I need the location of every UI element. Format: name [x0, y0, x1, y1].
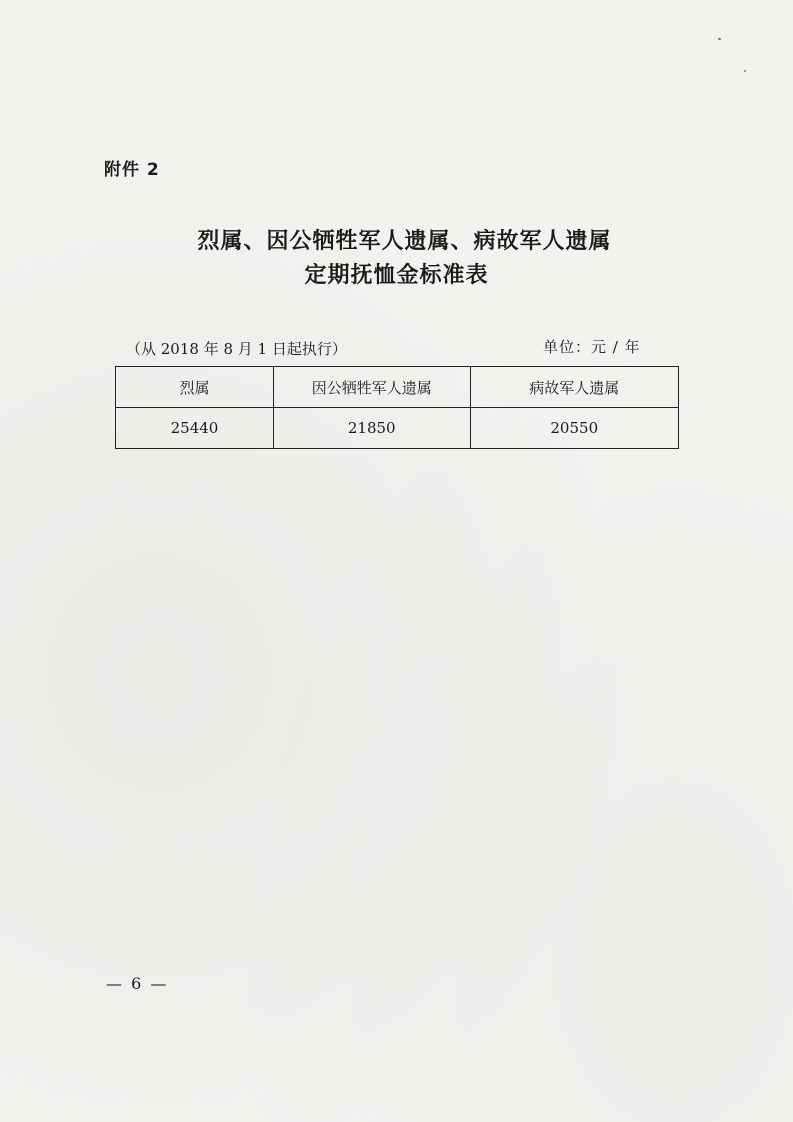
pension-standard-table	[115, 366, 679, 449]
attachment-label: 附件 2	[104, 160, 160, 180]
table-header-cell: 因公牺牲军人遗属	[273, 367, 470, 408]
table-header-cell: 烈属	[116, 367, 274, 408]
page-number: — 6 —	[106, 974, 169, 993]
table-row	[116, 408, 679, 449]
table-cell: 25440	[116, 408, 274, 449]
unit-note: 单位：元 / 年	[543, 338, 641, 356]
effective-date-note: （从 2018 年 8 月 1 日起执行）	[126, 340, 347, 358]
scan-speck	[744, 70, 746, 72]
table-header-row	[116, 367, 679, 408]
table-header-cell: 病故军人遗属	[470, 367, 678, 408]
table-cell: 21850	[273, 408, 470, 449]
table-cell: 20550	[470, 408, 678, 449]
scan-speck	[718, 38, 721, 40]
document-title-line2: 定期抚恤金标准表	[304, 263, 489, 288]
document-title-line1: 烈属、因公牺牲军人遗属、病故军人遗属	[197, 229, 612, 254]
